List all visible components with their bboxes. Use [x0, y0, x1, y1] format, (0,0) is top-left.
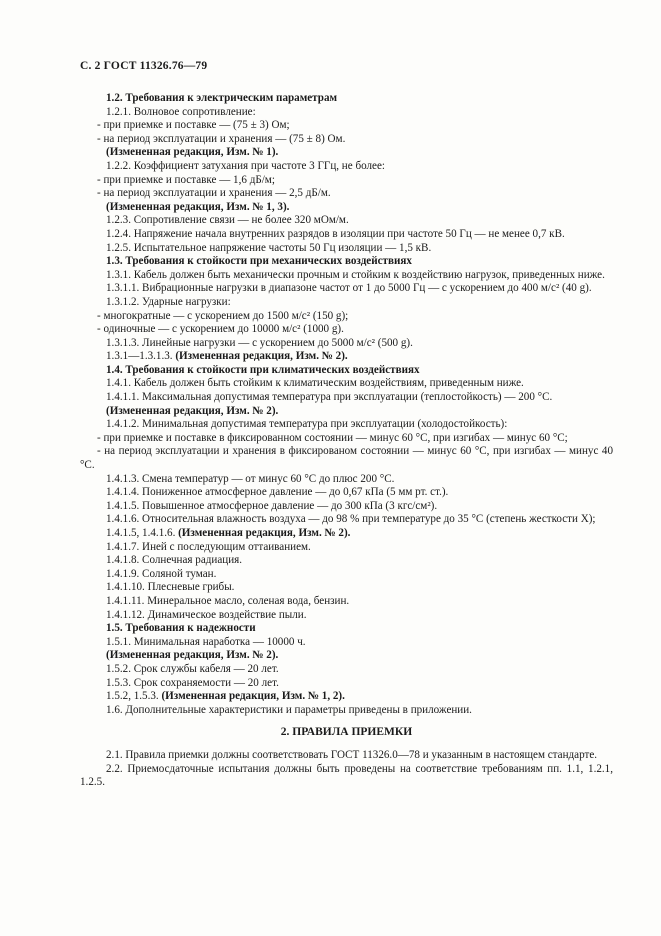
paragraph-text: 1.3.1.2. Ударные нагрузки:: [106, 295, 231, 308]
paragraph: [80, 174, 613, 188]
paragraph-text: 1.3.1.1. Вибрационные нагрузки в диапазоне частот от 1 до 5000 Гц — с ускорением до 400 м/с² (40 g).: [106, 282, 592, 295]
paragraph-text: - на период эксплуатации и хранения — 2,5 дБ/м.: [97, 187, 331, 200]
paragraph: [80, 486, 613, 500]
paragraph-text: 1.3. Требования к стойкости при механических воздействиях: [106, 255, 412, 268]
paragraph-text: 1.4.1.6. Относительная влажность воздуха — до 98 % при температуре до 35 °С (степень жесткости X);: [106, 513, 596, 526]
paragraph-text: 1.4.1.7. Иней с последующим оттаиванием.: [106, 540, 311, 553]
paragraph: [80, 214, 613, 228]
amendment-note: (Измененная редакция, Изм. № 2).: [178, 527, 351, 539]
paragraph: [80, 377, 613, 391]
paragraph: [80, 445, 613, 472]
paragraph-text: (Измененная редакция, Изм. № 2).: [106, 649, 279, 662]
amendment-note: (Измененная редакция, Изм. № 2).: [175, 350, 348, 363]
paragraph-text: 1.4.1.11. Минеральное масло, соленая вода, бензин.: [106, 594, 350, 607]
paragraph: [80, 350, 613, 364]
paragraph-text: 1.6. Дополнительные характеристики и параметры приведены в приложении.: [106, 703, 472, 716]
paragraph-text: 1.4.1.12. Динамическое воздействие пыли.: [106, 608, 307, 621]
paragraph: [80, 364, 613, 378]
paragraph-text: (Измененная редакция, Изм. № 2).: [106, 404, 279, 417]
paragraph: [80, 92, 613, 106]
paragraph-text: 1.5.2, 1.5.3.: [106, 690, 162, 703]
paragraph-text: 1.2.5. Испытательное напряжение частоты 50 Гц изоляции — 1,5 кВ.: [106, 241, 432, 254]
paragraph-text: 1.2.3. Сопротивление связи — не более 320 мОм/м.: [106, 214, 349, 227]
paragraph: [80, 663, 613, 677]
document-body: [80, 92, 613, 790]
paragraph: [80, 749, 613, 763]
paragraph-text: 1.5.1. Минимальная наработка — 10000 ч.: [106, 635, 306, 648]
paragraph: [80, 242, 613, 256]
paragraph: [80, 568, 613, 582]
paragraph-text: 2.2. Приемосдаточные испытания должны быть проведены на соответствие требованиям пп. 1.1, 1.2.1, 1.2.5.: [80, 762, 613, 789]
paragraph-text: (Измененная редакция, Изм. № 1).: [106, 146, 279, 159]
paragraph-text: - на период эксплуатации и хранения — (75 ± 8) Ом.: [97, 132, 346, 145]
paragraph: [80, 595, 613, 609]
paragraph-text: 1.2.4. Напряжение начала внутренних разрядов в изоляции при частоте 50 Гц — не менее 0,7 кВ.: [106, 227, 565, 240]
paragraph-text: 1.2. Требования к электрическим параметрам: [106, 92, 338, 104]
paragraph-text: 1.4.1.1. Максимальная допустимая температура при эксплуатации (теплостойкость) — 200 °С.: [106, 391, 553, 404]
paragraph-text: 1.4.1.3. Смена температур — от минус 60 °С до плюс 200 °С.: [106, 472, 395, 485]
paragraph-text: 1.4.1.2. Минимальная допустимая температура при эксплуатации (холодостойкость):: [106, 418, 508, 431]
paragraph-text: 1.4.1.10. Плесневые грибы.: [106, 581, 235, 594]
paragraph: [80, 636, 613, 650]
paragraph: [80, 554, 613, 568]
paragraph-text: 1.2.2. Коэффициент затухания при частоте 3 ГГц, не более:: [106, 159, 385, 172]
paragraph: [80, 106, 613, 120]
paragraph: [80, 405, 613, 419]
paragraph-text: - при приемке и поставке — (75 ± 3) Ом;: [97, 119, 290, 132]
paragraph: [80, 296, 613, 310]
section-heading: [80, 726, 613, 740]
paragraph: [80, 255, 613, 269]
paragraph-text: 2. ПРАВИЛА ПРИЕМКИ: [280, 726, 413, 739]
paragraph-text: 1.5.2. Срок службы кабеля — 20 лет.: [106, 662, 279, 675]
paragraph: [80, 432, 613, 446]
paragraph-text: 2.1. Правила приемки должны соответствовать ГОСТ 11326.0—78 и указанным в настоящем стандарте.: [106, 748, 598, 761]
paragraph-text: - на период эксплуатации и хранения в фиксированом состоянии — минус 60 °С, при изгибах — минус 40 °С.: [80, 445, 613, 472]
paragraph-text: 1.4. Требования к стойкости при климатических воздействиях: [106, 363, 420, 376]
paragraph: [80, 323, 613, 337]
paragraph: [80, 201, 613, 215]
paragraph: [80, 541, 613, 555]
paragraph-text: - многократные — с ускорением до 1500 м/с² (150 g);: [97, 309, 349, 322]
paragraph-text: 1.5. Требования к надежности: [106, 622, 256, 635]
paragraph-text: 1.4.1.8. Солнечная радиация.: [106, 554, 243, 567]
paragraph: [80, 119, 613, 133]
paragraph: [80, 677, 613, 691]
paragraph: [80, 513, 613, 527]
paragraph: [80, 269, 613, 283]
paragraph: [80, 160, 613, 174]
paragraph-text: 1.2.1. Волновое сопротивление:: [106, 105, 256, 118]
paragraph: [80, 337, 613, 351]
paragraph: [80, 622, 613, 636]
paragraph-text: 1.3.1. Кабель должен быть механически прочным и стойким к воздействию нагрузок, приведенных ниже.: [106, 268, 605, 281]
paragraph: [80, 228, 613, 242]
paragraph: [80, 187, 613, 201]
amendment-note: (Измененная редакция, Изм. № 1, 2).: [161, 690, 345, 703]
paragraph-text: 1.4.1. Кабель должен быть стойким к климатическим воздействиям, приведенным ниже.: [106, 377, 524, 390]
paragraph: [80, 418, 613, 432]
paragraph-text: - при приемке и поставке — 1,6 дБ/м;: [97, 173, 275, 186]
page-header: С. 2 ГОСТ 11326.76—79: [80, 60, 208, 72]
paragraph: [80, 704, 613, 718]
paragraph: [80, 649, 613, 663]
paragraph: [80, 146, 613, 160]
paragraph: [80, 690, 613, 704]
paragraph: [80, 500, 613, 514]
paragraph-text: - при приемке и поставке в фиксированном состоянии — минус 60 °С, при изгибах — минус 60 °С;: [97, 431, 568, 444]
paragraph: [80, 310, 613, 324]
paragraph: [80, 527, 613, 541]
paragraph-text: 1.3.1—1.3.1.3.: [106, 350, 176, 363]
paragraph: [80, 282, 613, 296]
paragraph: [80, 581, 613, 595]
paragraph: [80, 763, 613, 790]
paragraph-text: (Измененная редакция, Изм. № 1, 3).: [106, 200, 290, 213]
paragraph: [80, 391, 613, 405]
paragraph-text: 1.4.1.5. Повышенное атмосферное давление — до 300 кПа (3 кгс/см²).: [106, 499, 438, 512]
paragraph: [80, 609, 613, 623]
paragraph: [80, 133, 613, 147]
paragraph-text: 1.4.1.5, 1.4.1.6.: [106, 527, 179, 539]
paragraph-text: 1.5.3. Срок сохраняемости — 20 лет.: [106, 676, 279, 689]
paragraph-text: 1.4.1.4. Пониженное атмосферное давление — до 0,67 кПа (5 мм рт. ст.).: [106, 486, 449, 499]
paragraph-text: 1.3.1.3. Линейные нагрузки — с ускорением до 5000 м/с² (500 g).: [106, 336, 413, 349]
paragraph: [80, 473, 613, 487]
paragraph-text: 1.4.1.9. Соляной туман.: [106, 567, 217, 580]
paragraph-text: - одиночные — с ускорением до 10000 м/с² (1000 g).: [97, 323, 344, 336]
